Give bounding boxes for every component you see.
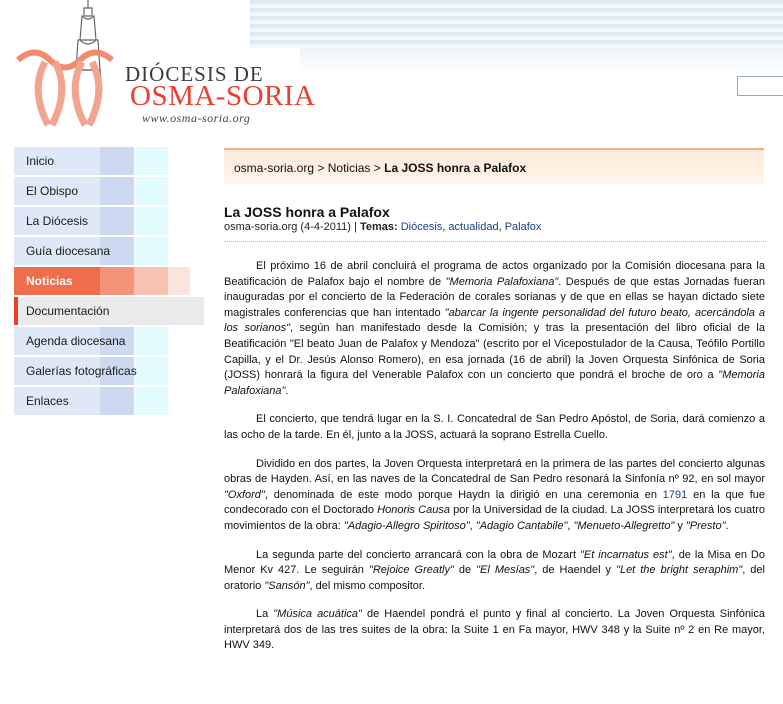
logo-title-top[interactable]: DIÓCESIS DE <box>125 62 264 86</box>
search-input[interactable] <box>737 76 783 96</box>
tema-link-palafox[interactable]: Palafox <box>504 221 542 233</box>
sidebar-item-agenda-diocesana[interactable]: Agenda diocesana <box>14 327 204 355</box>
article-paragraph-4: La segunda parte del concierto arrancará con la obra de Mozart "Et incarnatus est", de la Misa en Do Menor Kv 427. Le seguirán "Rejoice Greatly" de "El Mesías", de Haendel y "Let the bright seraphim", del oratorio "Sansón", del mismo compositor. <box>224 548 765 592</box>
header-band <box>300 48 783 74</box>
sidebar-item-galerias-fotograficas[interactable]: Galerías fotográficas <box>14 357 204 385</box>
year-1791-link[interactable]: 1791 <box>662 488 688 501</box>
logo-url[interactable]: www.osma-soria.org <box>142 111 251 125</box>
article-source-date: osma-soria.org (4-4-2011) <box>224 221 351 233</box>
tema-link-actualidad[interactable]: actualidad <box>448 221 499 233</box>
sidebar-item-noticias[interactable]: Noticias <box>14 267 204 295</box>
meta-separator: | <box>354 221 357 233</box>
breadcrumb-separator: > <box>317 161 325 175</box>
temas-label: Temas: <box>359 221 398 233</box>
site-header <box>0 0 783 140</box>
sidebar-item-documentacion[interactable]: Documentación <box>14 297 204 325</box>
breadcrumb <box>224 148 764 184</box>
article-paragraph-5: La "Música acuática" de Haendel pondrá el punto y final al concierto. La Joven Orquesta Sinfónica interpretará dos de las tres suites de la obra: la Suite 1 en Fa mayor, HWV 348 y la Suite nº 2 en Re mayor, HWV 349. <box>224 608 765 652</box>
sidebar-item-la-diocesis[interactable]: La Diócesis <box>14 207 204 235</box>
breadcrumb-current: La JOSS honra a Palafox <box>384 161 527 175</box>
article-title: La JOSS honra a Palafox <box>224 204 390 220</box>
sidebar-nav <box>14 147 204 417</box>
breadcrumb-home-link[interactable]: osma-soria.org <box>234 161 315 175</box>
sidebar-item-enlaces[interactable]: Enlaces <box>14 387 204 415</box>
diocese-emblem-icon[interactable] <box>10 0 130 130</box>
breadcrumb-section-link[interactable]: Noticias <box>327 161 371 175</box>
sidebar-item-el-obispo[interactable]: El Obispo <box>14 177 204 205</box>
article-meta: osma-soria.org (4-4-2011) | Temas: Diócesis, actualidad, Palafox <box>224 221 542 233</box>
article-body <box>224 259 765 667</box>
article-paragraph-2: El concierto, que tendrá lugar en la S. I. Concatedral de San Pedro Apóstol, de Soria, dará comienzo a las ocho de la tarde. En él, junto a la JOSS, actuará la soprano Estrella Cuello. <box>224 413 765 441</box>
logo-title-main[interactable]: OSMA-SORIA <box>130 80 316 112</box>
tema-link-diocesis[interactable]: Diócesis <box>400 221 443 233</box>
meta-divider <box>224 241 766 242</box>
header-stripes <box>250 0 783 48</box>
breadcrumb-separator: > <box>373 161 381 175</box>
article-paragraph-3: Dividido en dos partes, la Joven Orquesta interpretará en la primera de las partes del concierto algunas obras de Hayden. Así, en las naves de la Concatedral de San Pedro resonará la Sinfonía nº 92, en sol mayor "Oxford", denominada de este modo porque Haydn la dirigió en una ceremonia en 1791 en la que fue condecorado con el Doctorado Honoris Causa por la Universidad de la ciudad. La JOSS interpretará los cuatro movimientos de la obra: "Adagio-Allegro Spiritoso", "Adagio Cantabile", "Menueto-Allegretto" y "Presto". <box>224 457 765 532</box>
article-paragraph-1: El próximo 16 de abril concluirá el programa de actos organizado por la Comisión diocesana para la Beatificación de Palafox bajo el nombre de "Memoria Palafoxiana". Después de que estas Jornadas fueran inauguradas por el concierto de la Federación de corales sorianas y de que en ellas se hayan dictado siete magistrales conferencias que han intentado "abarcar la ingente personalidad del futuro beato, acercándola a los sorianos", según han manifestado desde la Comisión; y tras la presentación del libro oficial de la Beatificación "El beato Juan de Palafox y Mendoza" (escrito por el Vicepostulador de la Causa, Teófilo Portillo Capilla, y el Dr. Jesús Alonso Romero), en esa jornada (16 de abril) la Joven Orquesta Sinfónica de Soria (JOSS) honrará la figura del Venerable Palafox con un concierto que pondrá el broche de oro a "Memoria Palafoxiana". <box>224 260 766 397</box>
sidebar-item-guia-diocesana[interactable]: Guía diocesana <box>14 237 204 265</box>
sidebar-item-inicio[interactable]: Inicio <box>14 147 204 175</box>
